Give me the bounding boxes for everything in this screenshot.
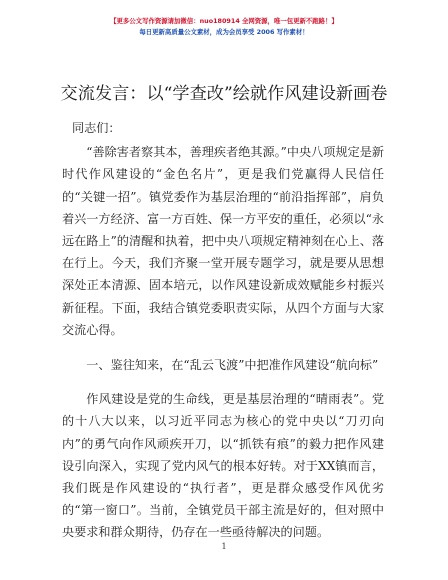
document-body — [62, 117, 384, 544]
page-number: 1 — [221, 542, 227, 551]
section-heading-1: 一、鉴往知来，在“乱云飞渡”中把准作风建设“航向标” — [86, 358, 379, 373]
promo-banner-line-2: 每日更新高质量公文素材，成为会员享受 2006 写作素材！ — [139, 28, 309, 36]
salutation: 同志们： — [72, 121, 121, 135]
document-title: 交流发言：以“学查改”绘就作风建设新画卷 — [60, 84, 388, 104]
promo-banner-line-1: 【更多公文写作资源请加微信：nuo180914 全网资源，唯一包更新不跑路！】 — [110, 17, 338, 25]
section-1-paragraph: 作风建设是党的生命线，更是基层治理的“晴雨表”。党的十八大以来，以习近平同志为核心的党中央以“刀刃向内”的勇气向作风顽疾开刀，以“抓铁有痕”的毅力把作风建设引向深入，实现了党内风气的根本好转。对于XX镇而言，我们既是作风建设的“执行者”，更是群众感受作风优劣的“第一窗口”。当前，全镇党员干部主流是好的，但对照中央要求和群众期待，仍存在一些亟待解决的问题。 — [62, 392, 384, 540]
intro-paragraph: “善除害者察其本，善理疾者绝其源。”中央八项规定是新时代作风建设的“金色名片”，更是我们党赢得人民信任的“关键一招”。镇党委作为基层治理的“前沿指挥部”，肩负着兴一方经济、富一方百姓、保一方平安的重任，必须以“永远在路上”的清醒和执着，把中央八项规定精神刻在心上、落在行上。今天，我们齐聚一堂开展专题学习，就是要从思想深处正本清源、固本培元，以作风建设新成效赋能乡村振兴新征程。下面，我结合镇党委职责实际，从四个方面与大家交流心得。 — [62, 145, 385, 337]
